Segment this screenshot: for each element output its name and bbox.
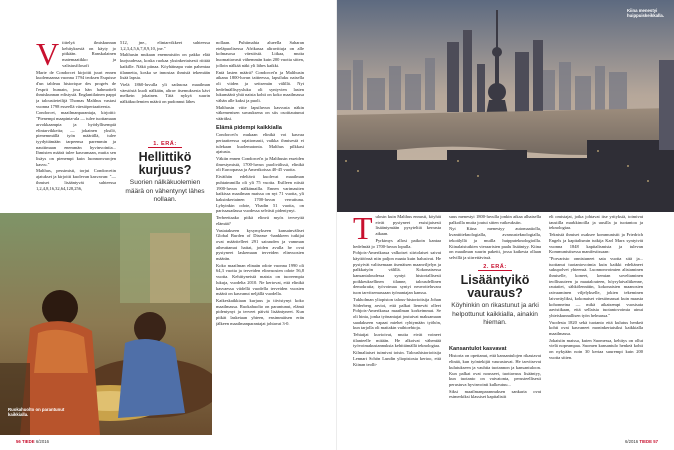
paragraph: eli omistajat, jotka johtavat itse yrityksiä, toimivat taustilla markkinoilla ja uusilla ja tuotantoa ja teknologiaa.: [549, 214, 643, 231]
paragraph: Koko maailman elinaän odote vuonna 1990 oli 64,3 vuotta ja terveiden elinvuosien odote 56,8 vuotta. Kehittyneistä maista on tuoreempia lukuja, vuodelta 2010. Ne kertovat, että elinikä kasvaessa viidellä vuodella terveiden vuosien määrä on kasvanut neljällä vuodella.: [216, 262, 304, 297]
pull-quote-1: [120, 141, 210, 213]
divider: [148, 147, 182, 148]
paragraph: Tukholman yliopiston talous-historioitsija Johan Söderberg arvioi, että palkat lienevät olleet Pohjois-Amerikassa maailman korkeimmat. Se oli hinta, jonka työnantajat joutuivat maksamaan saadakseen vapaat miehet ryhtymään työhön, kun tarjolla oli maitakin vaihtoehtoja.: [353, 296, 441, 331]
paragraph: Kaikeskaikkiaan kurjuus ja tiivistynyt koko maailmassa. Ruokahuolto on parantunut, elämä pidentynyt ja terveet päivät lisääntyneet. Kun pitkät lasketaan yhteen, ensimmäisen erän jälkeen maailmanparantajat johtavat 3-0.: [216, 297, 304, 326]
issue-number: 6/2016: [35, 439, 49, 444]
dropcap-letter: T: [353, 214, 373, 246]
magazine-name: TIEDE: [21, 439, 35, 444]
paragraph: Väkiin ennen Condorcet'n ja Malthusin esseiden ilmestymistä, 1700-luvun puolivälissä, elinikä oli Euroopassa ja Amerikoissa 40-45 vuotta.: [216, 156, 304, 173]
food-photo: [0, 213, 212, 435]
subheading: Kansantulot kasvavat: [449, 346, 507, 352]
subheading: Elämä pidempi kaikkialla: [216, 124, 282, 131]
city-skyline-photo: [337, 0, 674, 212]
divider: [478, 270, 512, 271]
paragraph: Pyrkimys allosi paikoin kantaa hedelmää jo 1700-luvun lopulla.: [353, 237, 441, 249]
left-footer: [16, 439, 49, 444]
intro-text: iittelyä ilmiskunnan kehityksestä on käyty jo pitkään. Ranskalainen matemaatikko ja valistusfilosofi: [62, 40, 116, 68]
pull-quote-kicker: 2. ERÄ:: [483, 264, 507, 270]
left-column-3: [216, 40, 304, 435]
right-footer: [625, 439, 658, 444]
paragraph: Jokaisiin maissa, kuten Suomessa, kehitys on ollut vielä nopeampaa. Suomen kansantulo henkeä kohti on nykyään noin 30 kertaa suurempi kuin 200 vuotta sitten.: [549, 337, 643, 360]
paragraph: Vastatakseen kysymykseen kansainväliset Global Burden of Disease -hankkeen tutkijat ovat määritelleet 291 sairauden ja vamman aiheuttamat haitat, joiden avulla he ovat pystyneet laskemaan terveiden elinvuosien määrän.: [216, 227, 304, 262]
paragraph: Marie de Condorcet kirjoitti juuri ennen kuolemaansa vuonna 1794 teoksen Esquisse d'un tableau historique des progrès de l'esprit humain, josa hän hahmotteli ihmiskunnan edistystä. Englantilainen pappi ja taloustieteilijä Thomas Malthus vastasi vuonna 1798 esseellä väestöperiaatteesta.: [36, 69, 116, 109]
pull-quote-heading-line-2: vauraus?: [467, 286, 523, 300]
paragraph: "Porvaristo onnistuneet sata vuotta sitä ja... tuottanut tuotantovoimia kuin kaikki edeltäneet sukupolvet yhteensä. Luonnonvoimien alistaminen ihmiselle, koneet, kemian soveltaminen teollisuuteen ja maatalouteen, höyrylaivaliikenne, rautatiet, sähkölennätin, kokonaisten maanosien raivaaminen viljelykselle, jokien tekeminen laivaväyliksi, kokonaiset väestömassat kuin maasta kohonneina — mikä aikaisempi vuosisata aavistikaan, että sellaisia tuotantovoimia uinui yhteiskunnallisen työn helmassa.": [549, 255, 643, 318]
paragraph: Historia on opettanut, että kansantulojen rikastavat elinää, kun työntekijät vaurastuvat. He tarvitsevat kulutukseen ja vauhtia tuotannon ja kansantuloon. Kun palkat ovat nousseet, tuottavuus lisääntyy, kun tuotanto on vaivatonta, perusteellisesti perustuva hyvinvointi kulkeutuu...: [449, 353, 541, 387]
paragraph: Entä lasten määrä? Condorcet'n ja Malthusin aikana 1800-luvun taitteessa, lapsiluku naisella oli viiden ja seitsemän välillä. Nyt hedelmällisyysluku oli syntyvien lasten lukumäärä yhtä naista kohti on koko maailmassa vähän alle kaksi ja puoli.: [216, 69, 304, 104]
paragraph: Eiväthän edeltävä kuolevat maailman puhtaimmilla oli yli 75 vuotta. Esilleen niistä 1900-luvun nälkämailla. Ennen varimasiten kaikissa maailman maissa on nyt 71 vuotta, yli kaksinkertainen 1700-luvun verrattuna. Lyhyinkin odote, Yhadin 51 vuotta, on parissasadassa vuodessa selvästi pidentynyt.: [216, 174, 304, 214]
right-column-2: [449, 214, 541, 262]
intro-text: ulosin kuin Malthus ennusti, köyhät eivät pystyneet essisijaisesti lisääntymään pysyteltiä kerrasta aikaan.: [375, 214, 441, 237]
pull-quote-heading-line-1: Hellittikö: [138, 150, 192, 164]
paragraph: nollaan. Puhtimahia alueella Saharan eteläpuolisessa Afrikassa aliravittuja on alle kolmasosa väestöstä. Liikaa, mutta huomattavasti vähemmän kuin 200 vuotta sitten, jolloin nälkää näki yli lähes kaikki.: [216, 40, 304, 68]
city-skyline-image: [337, 0, 674, 212]
right-page: [337, 0, 674, 450]
pull-quote-text: Köyhinkin on rikastunut ja arki helpottunut kaikkialla, ainakin hieman.: [451, 302, 539, 327]
paragraph: Malthusin mukaan enemmistön on pakko elää kurjuudessa, koska ruokaa yksinkertaisesti riittää kaikille. Näkä piinaa. Köyhäinapu vain pahentaa tilannetta, koska se innostaa ihmisiä tekemään lisää lapsia.: [120, 52, 210, 81]
paragraph: Condorcet'n mukaan elinikä voi kasvaa periaatteessa rajattomasti, vaikka ihmisestä ei tulekaan kuolematonta. Malthus pilkkasi ajatusta.: [216, 132, 304, 155]
pull-quote-kicker: 1. ERÄ:: [153, 141, 177, 147]
paragraph: Terbeettaako pitkä elinvä myös terveyttä elämää?: [216, 215, 304, 226]
paragraph: 512, jne., elintarvikkeet suhteessa 1,2,3,4,5,6,7,8,9,10, jne.": [120, 40, 210, 51]
paragraph: Teknistä ihmiset osaksee kommunistit ja Friedrich Engels ja kapitalismin tutkija Karl Marx syntyivät vuonna 1848 kapitalismista ja tulevan Kommunistisessa manifestissaan:: [549, 232, 643, 255]
paragraph: Malthusin viite lapsiluvun kasvusta näkin väkemenisen suvauksena on siis osoittautunut vääräksi.: [216, 104, 304, 122]
issue-number: 6/2016: [625, 439, 639, 444]
paragraph: Nyt Kiina menestyy automaatiolla, kvanttiteknologialla, avaruusteknologialla, tekoälyllä ja muilla huipputeknologioilla. Kiinalaistutkien vieraaristen paalu lisääntyy. Kiina on maailman suurin paketti, jossa kaikesta ollaan selvillä ja siirrettävissä.: [449, 226, 541, 260]
paragraph: suus menestyi 1800-luvulla jonkin aikaa alhaisella palkoilla mutta joutui sitten vaikeuksiin.: [449, 214, 541, 225]
paragraph: Vuodesta 1820 sekä tuotanto että kulutus henkeä kohti ovat kasvaneet moninkertaisiksi kaikkialla maailmassa.: [549, 319, 643, 337]
right-column-1: [353, 214, 441, 436]
pull-quote-heading-line-1: Lisääntyikö: [460, 273, 530, 287]
photo-caption: Kiina menestyi huippuiskeikkalla.: [627, 8, 665, 19]
magazine-name: TIEDE: [639, 439, 653, 444]
paragraph: Condorcet, maailmanparantaja, kirjoitti: "Pienempi maapinta-ala — tulee tuottamaan arvokkaampia ja hyödyllisempiä elintarvikkeita; — jokainen yksilö, pienemmällä työn määrällä, tulee tyydyttämään tarpeensa paremmin ja nauttimaan enemmän hyvinvointia... Ihmisten määrä tulee kasvamaan, mutta sen lisäys on pienempi kuin luonnonvarojen kasvu.": [36, 110, 116, 167]
pull-quote-2: [449, 264, 541, 344]
food-photo-image: [0, 213, 212, 435]
pull-quote-heading-line-2: kurjuus?: [138, 163, 192, 177]
photo-caption: Ruokahuolto on parantunut kaikkialla.: [8, 407, 65, 418]
dropcap-letter: V: [36, 40, 60, 72]
page-number: 57: [653, 439, 658, 444]
paragraph: Pohjois-Amerikassa valkoiset siirtolaiset saivat käyttöönsä niin paljon maata kuin halusivat. He pystyivät valitsemaan itsenäisen maanviljelyn ja palkkatyön välillä. Kokonaisessa kansantaloudessa syntyi historiallisesti poikkeuksellinen tilanne, talousdellinen demokratia; työvoimaa syntyi neuvotteluvara tuon tarvitsemassaan työnantajan kanssa.: [353, 250, 441, 296]
paragraph: Kilmaliaiset tuimivat toisin. Taloushistorioitsija Lennart Schön Lundin yliopistosta kertoo, että Kiinan teolli-: [353, 350, 441, 367]
page-number: 56: [16, 439, 21, 444]
pull-quote-text: Suorien nälkäkuolemien määrä on vähentynyt lähes nollaan.: [125, 179, 205, 204]
paragraph: Vielä 1860-luvulla yli sadasosa maailman väestöstä kuoli nälkään, alirav itsemuksesta kävi melkein jokainen. Tätä nykyä suurin nälkäkuolemien määrä on pudonnut lähes: [120, 81, 210, 105]
right-column-2-lower: [449, 346, 541, 436]
paragraph: Tehtaijat kuvioivat, mutta eivät voineet tilanteelle mitään. He alkoivat vähentää työvoimakustannuksia kehittämällä teknologiaa.: [353, 332, 441, 349]
paragraph: Malthus, pessimisti, torjui Condorcetin ajatukset ja kirjoitti kuolevan kasvavan: "— ihmiset lisääntyvät suhteessa 1,2,4,8,16,32,64,128,256,: [36, 168, 116, 191]
right-column-3: [549, 214, 643, 436]
paragraph: Siksi maailmanparannuksen sankaria ovat esimerkiksi klassiset kapitalistit: [449, 388, 541, 400]
left-column-2: [120, 40, 210, 140]
